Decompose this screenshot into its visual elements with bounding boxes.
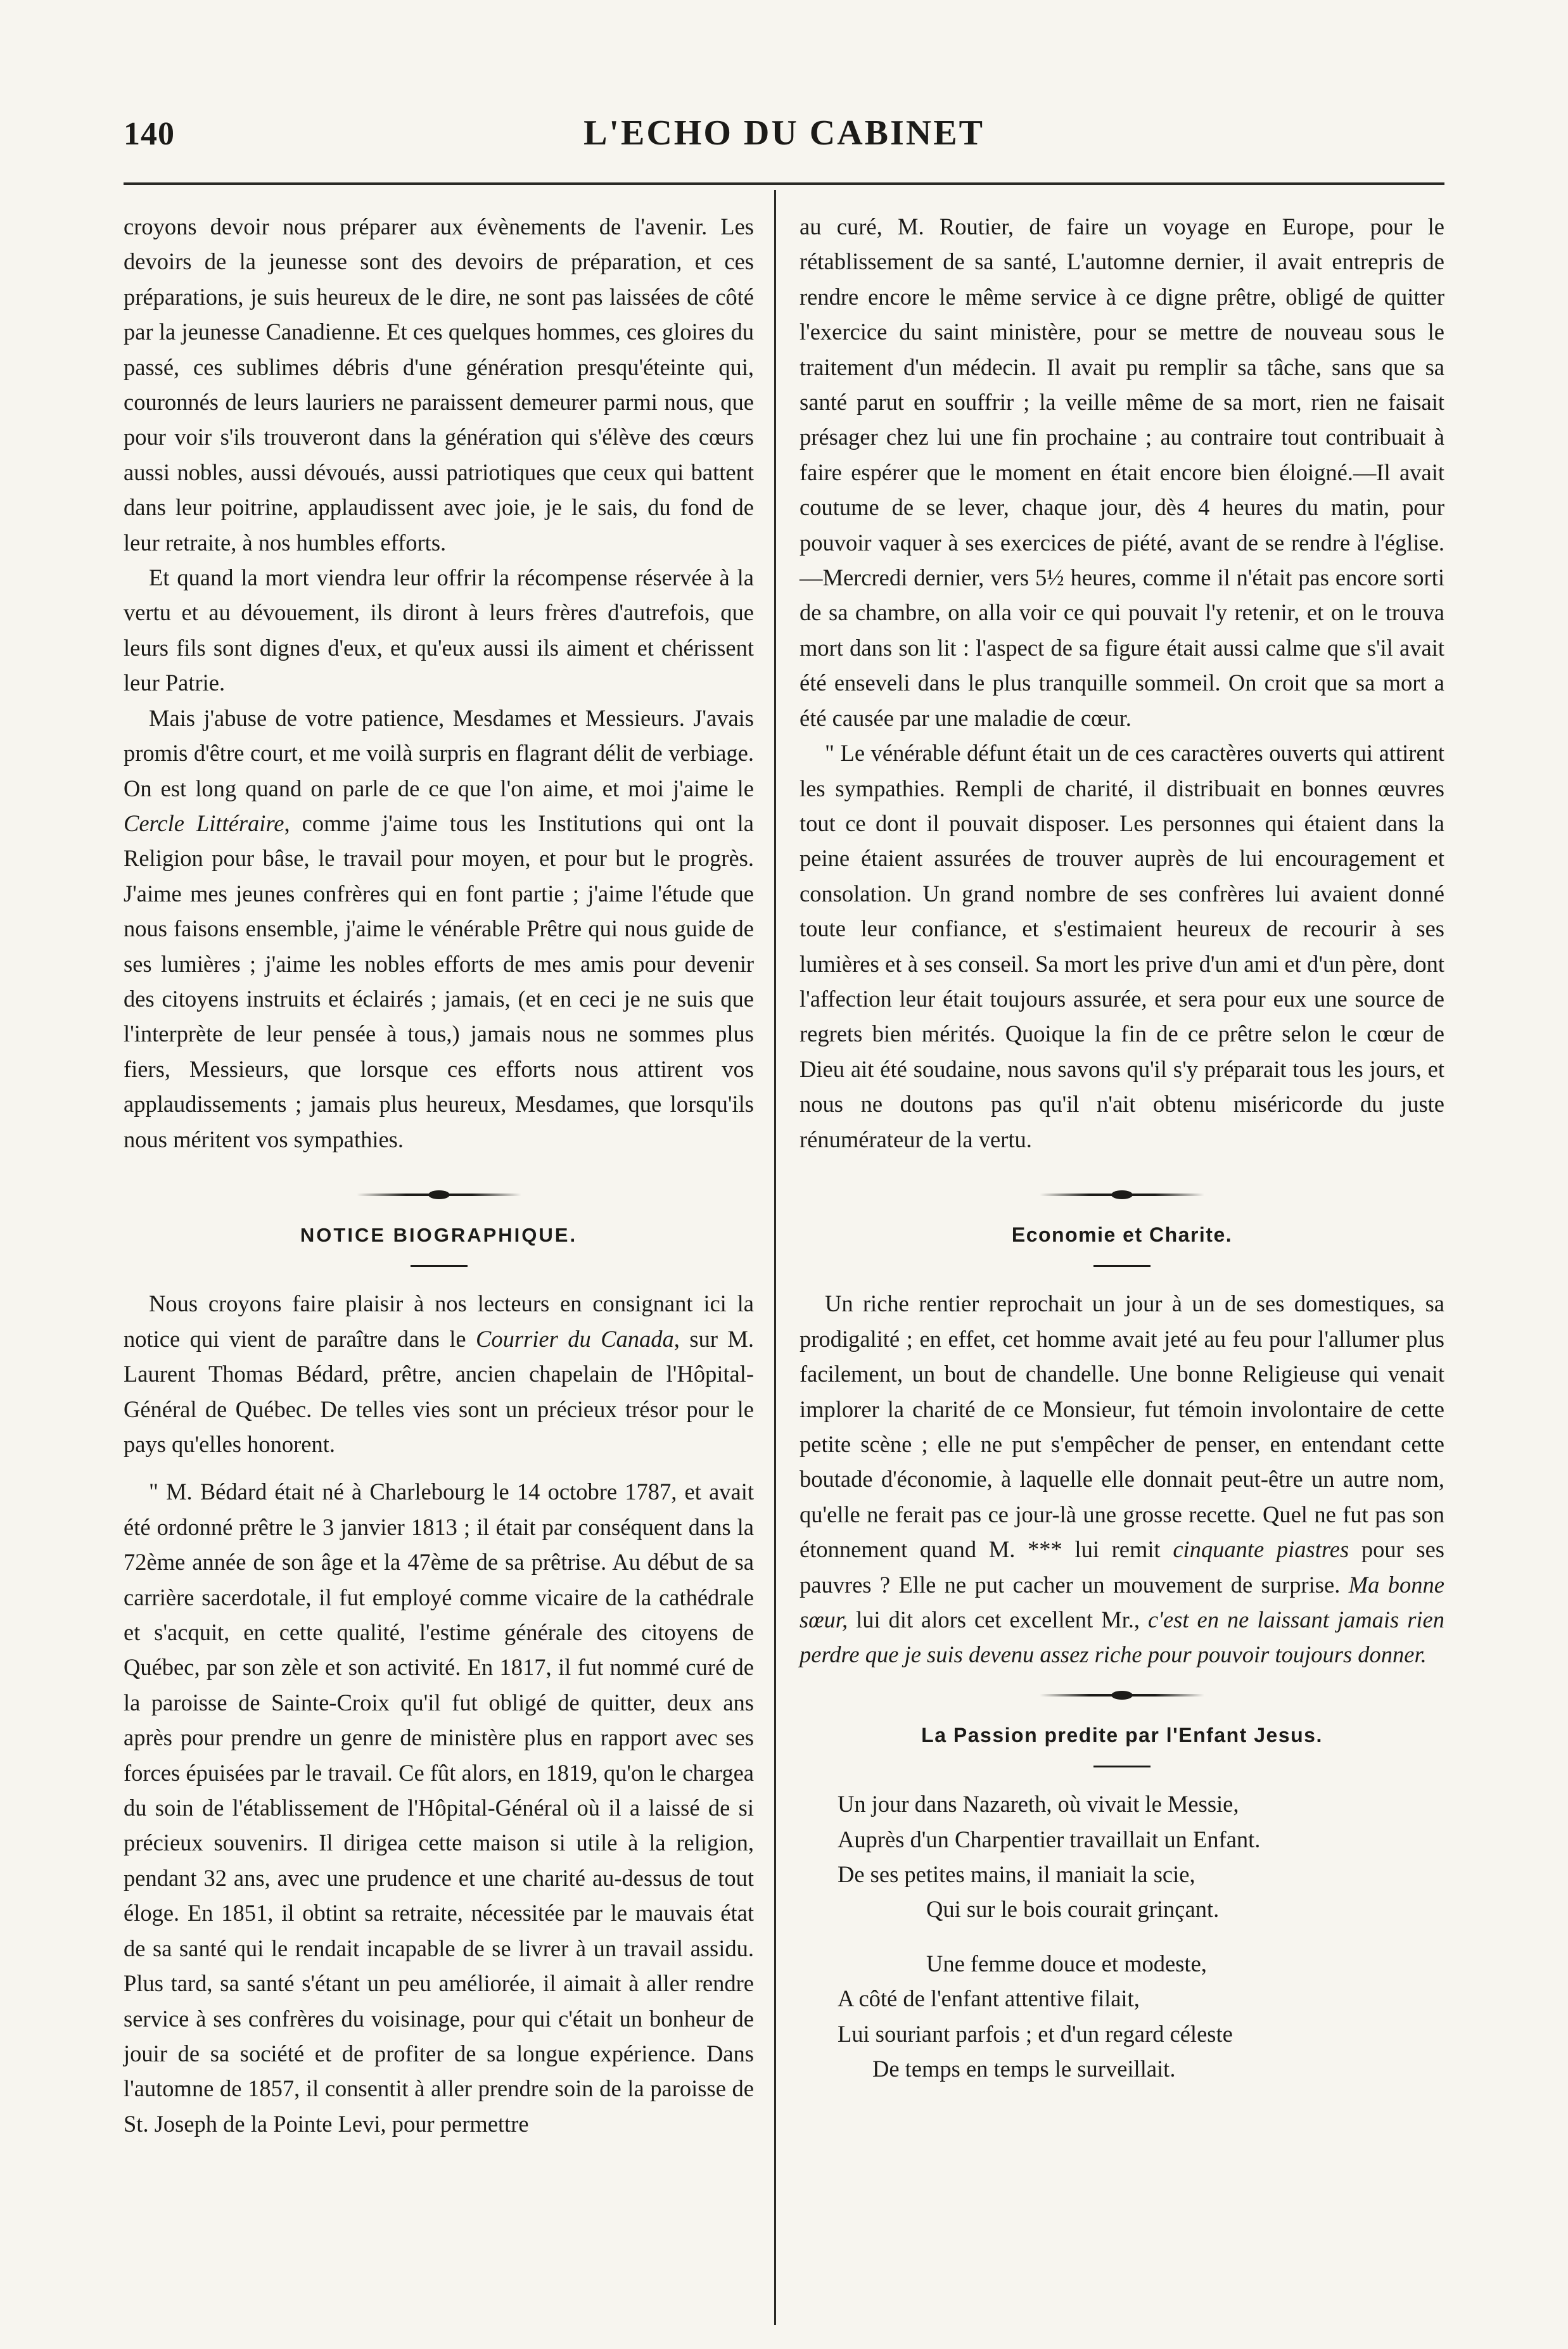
- speech-closing: [124, 701, 754, 1157]
- spacer: [124, 1157, 754, 1185]
- title-rule: [1093, 1766, 1151, 1767]
- left-column: [124, 209, 754, 2141]
- economie-title: Economie et Charite.: [1011, 1223, 1233, 1246]
- speech-closing-text: , comme j'aime tous les Institutions qui ont la Religion pour bâse, le travail pour moyen, et pour but le progrès. J'aime mes jeunes confrères qui en font partie ; j'aime l'étude que nous faisons ensemble, j'aime le vénérable Prêtre qui nous guide de ses lumières ; j'aime les nobles efforts de mes amis pour devenir des citoyens instruits et éclairés ; jamais, (et en ceci je ne suis que l'interprète de leur pensée à tous,) jamais nous ne sommes plus fiers, Messieurs, que lorsque ces efforts nous attirent vos applaudissements ; jamais plus heureux, Mesdames, que lorsqu'ils nous méritent vos sympathies.: [124, 810, 754, 1152]
- speech-paragraph: croyons devoir nous préparer aux évènements de l'avenir. Les devoirs de la jeunesse sont des devoirs de préparation, et ces préparations, je suis heureux de le dire, ne sont pas laissées de côté par la jeunesse Canadienne. Et ces quelques hommes, ces gloires du passé, ces sublimes débris d'une génération presqu'éteinte qui, couronnés de leurs lauriers ne paraissent demeurer parmi nous, que pour voir s'ils trouveront dans la génération qui s'élève des cœurs aussi nobles, aussi dévoués, aussi patriotiques que ceux qui battent dans leur poitrine, applaudissent avec joie, je le sais, du fond de leur retraite, à nos humbles efforts.: [124, 213, 754, 556]
- courrier-du-canada-italic: Courrier du Canada: [476, 1325, 674, 1352]
- poem-line: Auprès d'un Charpentier travaillait un Enfant.: [838, 1826, 1261, 1852]
- spacer: [124, 1461, 754, 1474]
- page-header: [124, 106, 1444, 163]
- economie-text: lui dit alors cet excellent Mr.,: [848, 1607, 1148, 1633]
- notice-biography: " M. Bédard était né à Charlebourg le 14 octobre 1787, et avait été ordonné prêtre le 3 janvier 1813 ; il était par conséquent dans la 72ème année de son âge et la 47ème de sa prêtrise. Au début de sa carrière sacerdotale, il fut employé comme vicaire de la cathédrale et s'acquit, en cette qualité, l'estime générale des citoyens de Québec, par son zèle et son activité. En 1817, il fut nommé curé de la paroisse de Sainte-Croix qu'il fut obligé de quitter, deux ans après pour prendre un genre de ministère plus en rapport avec ses forces épuisées par le travail. Ce fût alors, en 1819, qu'on le chargea du soin de l'établissement de l'Hôpital-Général où il a laissé de si précieux souvenirs. Il dirigea cette maison si utile à la religion, pendant 32 ans, avec une prudence et une charité au-dessus de tout éloge. En 1851, il obtint sa retraite, nécessitée par le mauvais état de sa santé qui le rendait incapable de se livrer à un travail assidu. Plus tard, sa santé s'étant un peu améliorée, il aimait à aller rendre service à ses confrères du voisinage, pour qui c'était un bonheur de jouir de sa société et de profiter de sa longue expérience. Dans l'automne de 1857, il consentit à aller prendre soin de la paroisse de St. Joseph de la Pointe Levi, pour permettre: [124, 1479, 754, 2137]
- spacer: [800, 1157, 1444, 1185]
- notice-continued: au curé, M. Routier, de faire un voyage en Europe, pour le rétablissement de sa santé, L'automne dernier, il avait entrepris de rendre encore le même service à ce digne prêtre, obligé de quitter l'exercice du saint ministère, pour se mettre de nouveau sous le traitement d'un médecin. Il avait pu remplir sa tâche, sans que sa santé parut en souffrir ; la veille même de sa mort, rien ne faisait présager chez lui une fin prochaine ; au contraire tout contribuait à faire espérer que le moment en était encore bien éloigné.—Il avait coutume de se lever, chaque jour, dès 4 heures du matin, pour pouvoir vaquer à ses exercices de piété, avant de se rendre à l'église.—Mercredi dernier, vers 5½ heures, comme il n'était pas encore sorti de sa chambre, on alla voir ce qui pouvait l'y retenir, et on le trouva mort dans son lit : l'aspect de sa figure était aussi calme que s'il avait été enseveli dans le plus tranquille sommeil. On croit que sa mort a été causée par une maladie de cœur.: [800, 213, 1444, 731]
- page-number: 140: [124, 116, 175, 152]
- poem-line: De ses petites mains, il maniait la scie,: [838, 1861, 1195, 1888]
- header-rule: [124, 182, 1444, 185]
- title-rule: [1093, 1265, 1151, 1267]
- stanza-break: [838, 1927, 1444, 1946]
- spacer: [800, 1672, 1444, 1685]
- section-separator-ornament: [1040, 1194, 1204, 1196]
- poem-line: Lui souriant parfois ; et d'un regard céleste: [838, 2020, 1233, 2047]
- cercle-litteraire-italic: Cercle Littéraire: [124, 810, 284, 836]
- notice-intro-text: , sur M. Laurent Thomas Bédard, prêtre, ancien chapelain de l'Hôpital-Général de Québec. De telles vies sont un précieux trésor pour le pays qu'elles honorent.: [124, 1325, 754, 1457]
- economie-text: Un riche rentier reprochait un jour à un de ses domestiques, sa prodigalité ; en effet, cet homme avait jeté au feu pour l'allumer plus facilement, un bout de chandelle. Une bonne Religieuse qui venait implorer la charité de ce Monsieur, fut témoin involontaire de cette petite scène ; elle ne put s'empêcher de penser, en entendant cette boutade d'économie, à laquelle elle donnait peut-être un autre nom, qu'elle ne ferait pas ce jour-là une grosse recette. Quel ne fut pas son étonnement quand M. *** lui remit: [800, 1290, 1444, 1563]
- section-separator-ornament: [1040, 1694, 1204, 1697]
- passion-title: La Passion predite par l'Enfant Jesus.: [921, 1723, 1323, 1747]
- economie-italic: c'est en ne laissant jamais rien perdre que je suis devenu assez riche pour pouvoir toujours donner.: [800, 1607, 1444, 1668]
- economie-text: pour ses pauvres ? Elle ne put cacher un mouvement de surprise.: [800, 1536, 1444, 1598]
- right-column: [800, 209, 1444, 2087]
- poem-line: A côté de l'enfant attentive filait,: [838, 1985, 1140, 2012]
- journal-title: L'ECHO DU CABINET: [583, 113, 985, 153]
- notice-intro-text: Nous croyons faire plaisir à nos lecteurs en consignant ici la notice qui vient de paraître dans le: [124, 1290, 754, 1352]
- poem-line: Qui sur le bois courait grinçant.: [926, 1896, 1220, 1923]
- poem: [838, 1786, 1444, 2086]
- notice-title: NOTICE BIOGRAPHIQUE.: [300, 1223, 578, 1246]
- title-rule: [411, 1265, 468, 1267]
- poem-line: De temps en temps le surveillait.: [872, 2056, 1176, 2082]
- economie-story: [800, 1286, 1444, 1672]
- column-divider: [774, 190, 776, 2325]
- section-separator-ornament: [357, 1194, 521, 1196]
- speech-paragraph: Et quand la mort viendra leur offrir la récompense réservée à la vertu et au dévouement, ils diront à leurs frères d'autrefois, que leurs fils sont dignes d'eux, et qu'eux aussi ils aiment et chérissent leur Patrie.: [124, 564, 754, 696]
- economie-italic: Ma bonne sœur,: [800, 1571, 1445, 1633]
- poem-line: Un jour dans Nazareth, où vivait le Messie,: [838, 1791, 1239, 1817]
- notice-intro: [124, 1286, 754, 1461]
- economie-italic: cinquante piastres: [1173, 1536, 1349, 1563]
- notice-continued: " Le vénérable défunt était un de ces caractères ouverts qui attirent les sympathies. Rempli de charité, il distribuait en bonnes œuvres tout ce dont il pouvait disposer. Les personnes qui étaient dans la peine étaient assurées de trouver auprès de lui encouragement et consolation. Un grand nombre de ses confrères lui avaient donné toute leur confiance, et s'estimaient heureux de recourir à ses lumières et à ses conseil. Sa mort les prive d'un ami et d'un père, dont l'affection leur était toujours assurée, et sera pour eux une source de regrets bien mérités. Quoique la fin de ce prêtre selon le cœur de Dieu ait été soudaine, nous savons qu'il s'y préparait tous les jours, et nous ne doutons pas qu'il n'ait obtenu miséricorde du juste rénumérateur de la vertu.: [800, 740, 1444, 1152]
- speech-closing-text: Mais j'abuse de votre patience, Mesdames et Messieurs. J'avais promis d'être court, et me voilà surpris en flagrant délit de verbiage. On est long quand on parle de ce que l'on aime, et moi j'aime le: [124, 704, 754, 801]
- poem-line: Une femme douce et modeste,: [926, 1950, 1207, 1977]
